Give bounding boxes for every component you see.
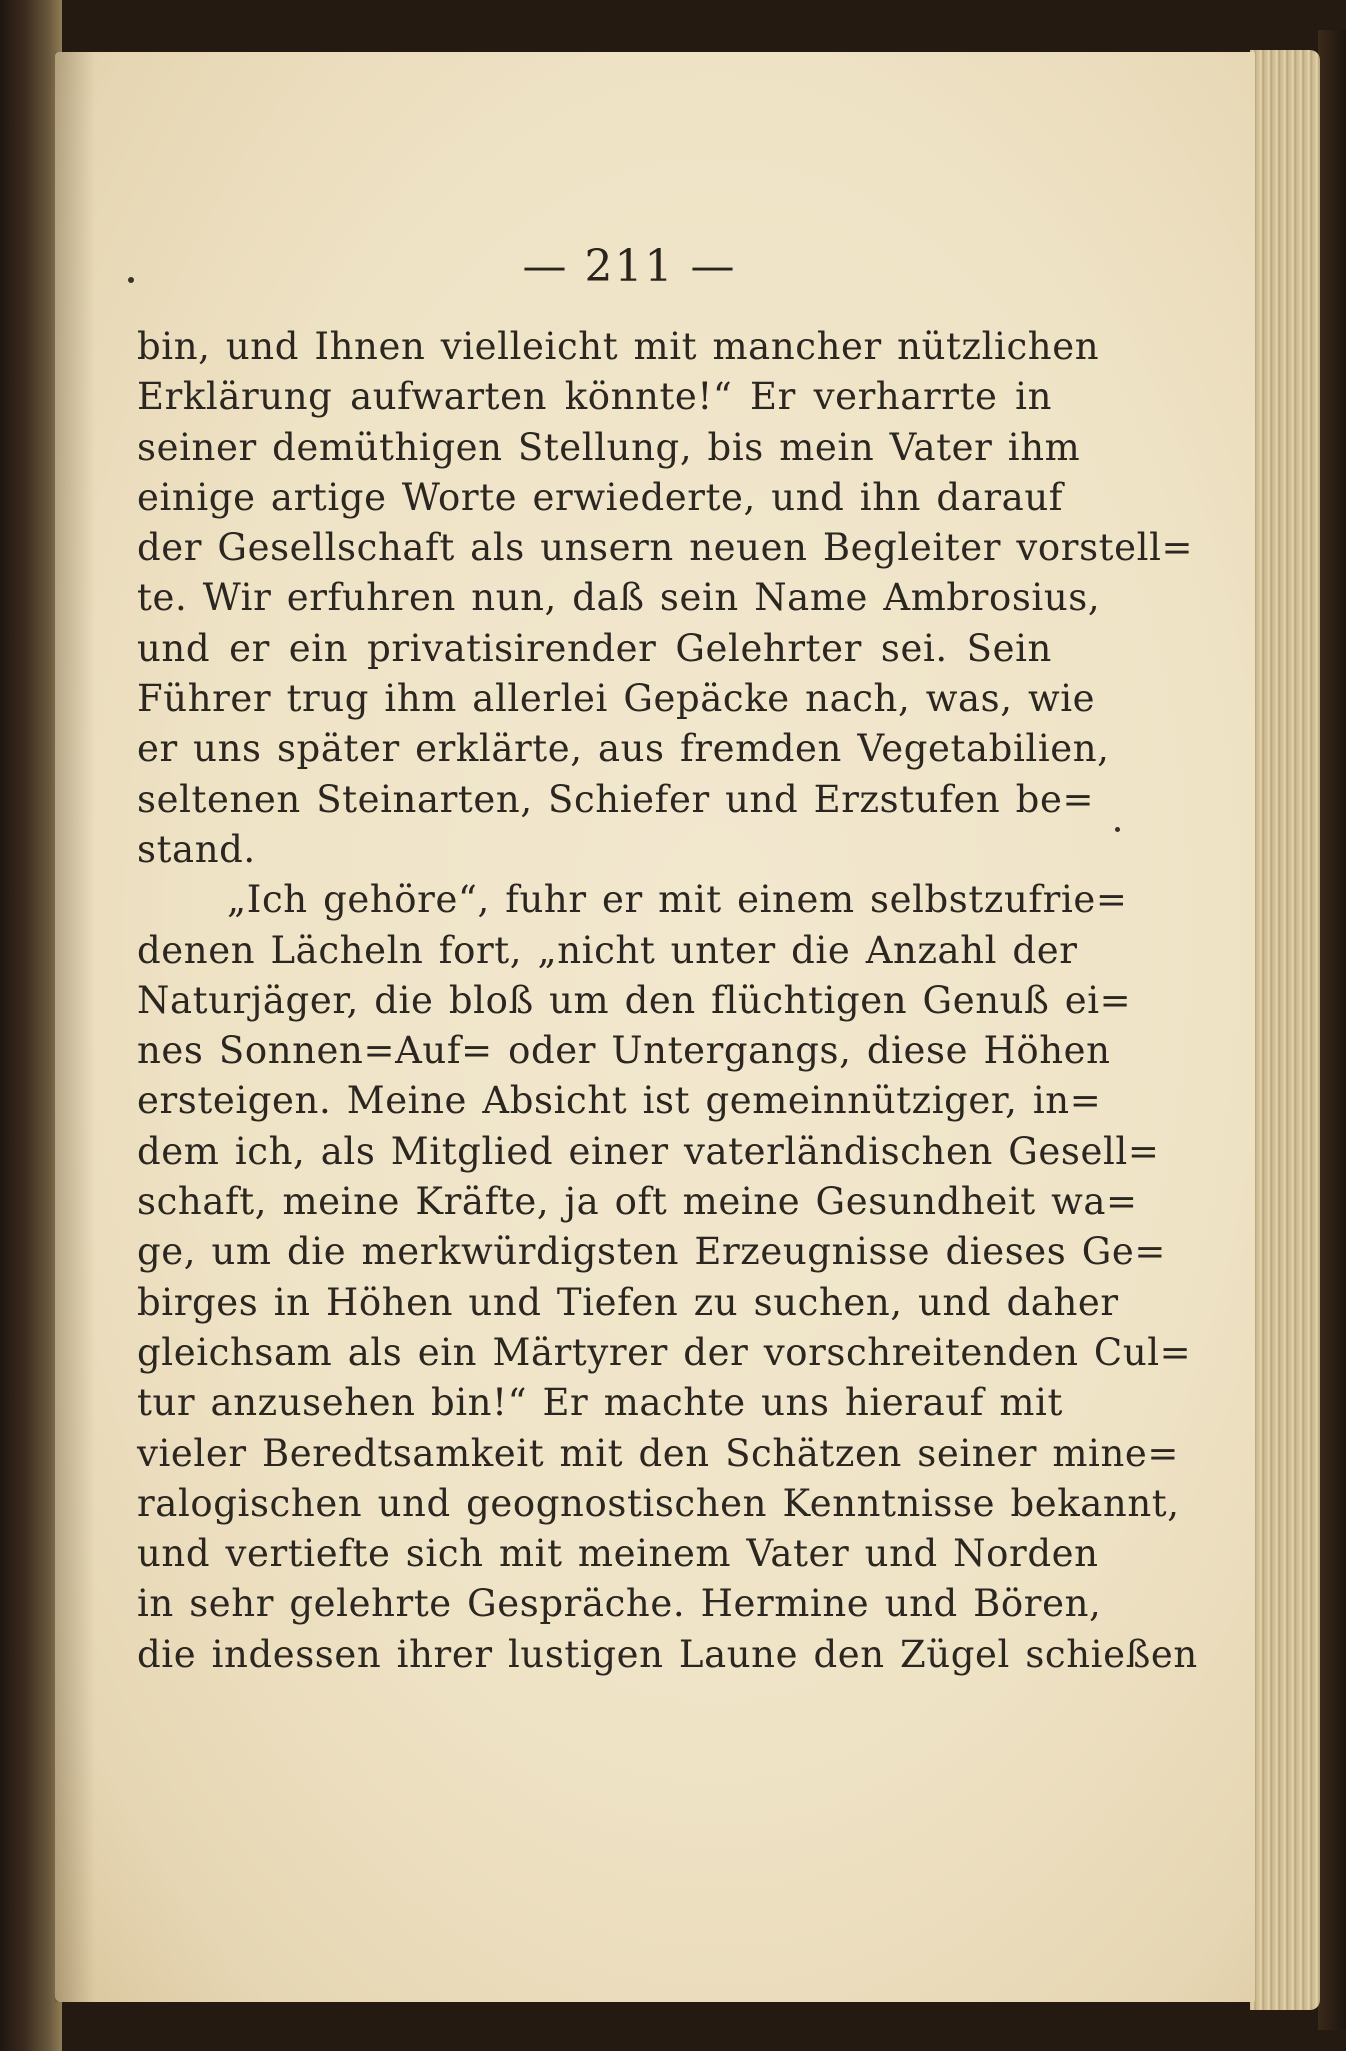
text-body [137, 322, 1198, 1680]
text-line: tur anzusehen bin!“ Er machte uns hierauf mit [137, 1381, 1063, 1425]
text-line: bin, und Ihnen vielleicht mit mancher nützlichen [137, 325, 1100, 368]
text-line: Führer trug ihm allerlei Gepäcke nach, was, wie [137, 677, 1096, 721]
text-line: gleichsam als ein Märtyrer der vorschreitenden Cul= [137, 1330, 1192, 1374]
text-line: „Ich gehöre“, fuhr er mit einem selbstzufrie= [227, 878, 1128, 922]
text-line: schaft, meine Kräfte, ja oft meine Gesundheit wa= [137, 1180, 1138, 1224]
paper-speck [128, 277, 134, 283]
text-line: denen Lächeln fort, „nicht unter die Anzahl der [137, 928, 1078, 972]
text-line: ge, um die merkwürdigsten Erzeugnisse dieses Ge= [137, 1230, 1166, 1274]
text-line: te. Wir erfuhren nun, daß sein Name Ambrosius, [137, 576, 1101, 620]
text-line: seltenen Steinarten, Schiefer und Erzstufen be= [137, 777, 1095, 821]
text-line: stand. [137, 827, 256, 871]
page-number: — 211 — [522, 241, 737, 292]
text-line: ralogischen und geognostischen Kenntnisse bekannt, [137, 1481, 1180, 1525]
text-line: Erklärung aufwarten könnte!“ Er verharrte in [137, 375, 1052, 419]
text-line: dem ich, als Mitglied einer vaterländischen Gesell= [137, 1129, 1160, 1173]
text-line: vieler Beredtsamkeit mit den Schätzen seiner mine= [137, 1431, 1180, 1475]
text-line: und vertiefte sich mit meinem Vater und Norden [137, 1532, 1099, 1576]
book-binding [0, 0, 62, 2051]
gutter-shadow [55, 52, 95, 2002]
text-line: birges in Höhen und Tiefen zu suchen, und daher [137, 1280, 1119, 1324]
text-line: der Gesellschaft als unsern neuen Begleiter vorstell= [137, 526, 1194, 570]
page-edges [1250, 50, 1320, 2010]
text-line: einige artige Worte erwiederte, und ihn darauf [137, 475, 1064, 519]
text-line: nes Sonnen=Auf= oder Untergangs, diese Höhen [137, 1029, 1111, 1073]
book-page [55, 52, 1255, 2002]
book-cover-edge [1318, 30, 1346, 2030]
page-content [137, 222, 1198, 1680]
text-line: seiner demüthigen Stellung, bis mein Vater ihm [137, 425, 1081, 469]
text-line: ersteigen. Meine Absicht ist gemeinnütziger, in= [137, 1079, 1102, 1123]
text-line: und er ein privatisirender Gelehrter sei. Sein [137, 626, 1052, 670]
text-line: die indessen ihrer lustigen Laune den Zügel schießen [137, 1632, 1198, 1676]
text-line: in sehr gelehrte Gespräche. Hermine und Bören, [137, 1582, 1102, 1626]
text-line: er uns später erklärte, aus fremden Vegetabilien, [137, 727, 1110, 771]
text-line: Naturjäger, die bloß um den flüchtigen Genuß ei= [137, 978, 1132, 1022]
paper-speck [1115, 827, 1120, 832]
